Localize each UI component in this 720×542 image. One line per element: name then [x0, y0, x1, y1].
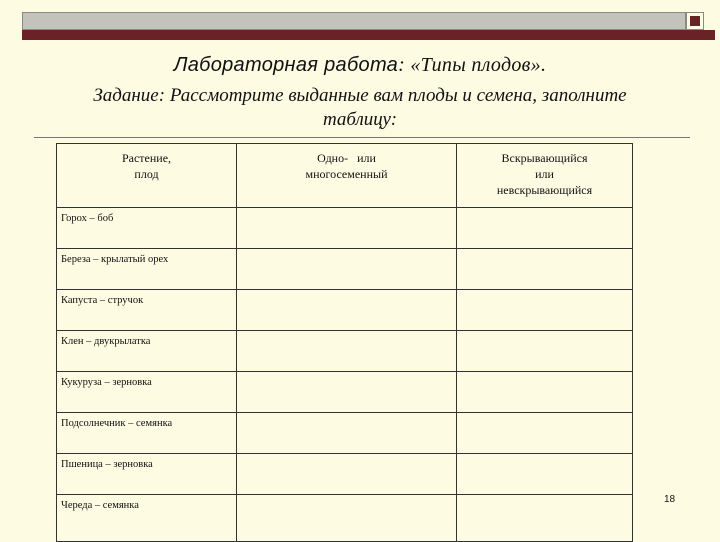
plant-cell [57, 249, 237, 290]
header-seed-count: Одно- или многосеменный [237, 144, 457, 208]
slide-title [0, 54, 720, 77]
dehiscence-cell[interactable] [457, 331, 633, 372]
plant-label: Горох – боб [61, 213, 114, 224]
plant-label: Капуста – стручок [61, 295, 144, 306]
dehiscence-cell[interactable] [457, 372, 633, 413]
slide-title-part2: : «Типы плодов». [398, 54, 547, 76]
dehiscence-cell[interactable] [457, 413, 633, 454]
plant-label: Береза – крылатый орех [61, 254, 169, 265]
page-number: 18 [664, 494, 676, 505]
header-dehiscence: Вскрывающийся или невскрывающийся [457, 144, 633, 208]
table-row [57, 331, 633, 372]
top-decorative-bar [22, 12, 686, 30]
task-instruction [60, 84, 660, 132]
plant-cell [57, 208, 237, 249]
header-plant-fruit: Растение, плод [57, 144, 237, 208]
table-row [57, 372, 633, 413]
plant-cell [57, 372, 237, 413]
fruit-types-table [56, 143, 633, 542]
corner-square-decoration [686, 12, 704, 30]
plant-label: Кукуруза – зерновка [61, 377, 152, 388]
dehiscence-cell[interactable] [457, 454, 633, 495]
table-row [57, 495, 633, 542]
table-row [57, 454, 633, 495]
seed-count-cell[interactable] [237, 208, 457, 249]
plant-cell [57, 413, 237, 454]
dehiscence-cell[interactable] [457, 208, 633, 249]
plant-cell [57, 454, 237, 495]
plant-cell [57, 331, 237, 372]
plant-label: Подсолнечник – семянка [61, 418, 173, 429]
plant-label: Пшеница – зерновка [61, 459, 153, 470]
plant-label: Череда – семянка [61, 500, 139, 511]
seed-count-cell[interactable] [237, 372, 457, 413]
dehiscence-cell[interactable] [457, 495, 633, 542]
plant-cell [57, 495, 237, 542]
slide-title-part1: Лабораторная работа [173, 54, 399, 76]
seed-count-cell[interactable] [237, 290, 457, 331]
table-row [57, 413, 633, 454]
dehiscence-cell[interactable] [457, 249, 633, 290]
dehiscence-cell[interactable] [457, 290, 633, 331]
top-decorative-stripe [22, 30, 715, 40]
table-row [57, 249, 633, 290]
plant-label: Клен – двукрылатка [61, 336, 151, 347]
seed-count-cell[interactable] [237, 331, 457, 372]
task-line-1: Задание: Рассмотрите выданные вам плоды и семена, заполните [93, 85, 627, 106]
table-row [57, 290, 633, 331]
seed-count-cell[interactable] [237, 249, 457, 290]
table-row [57, 208, 633, 249]
seed-count-cell[interactable] [237, 454, 457, 495]
divider-line [34, 137, 690, 138]
task-line-2: таблицу: [322, 109, 398, 130]
plant-cell [57, 290, 237, 331]
seed-count-cell[interactable] [237, 413, 457, 454]
table-header-row [57, 144, 633, 208]
seed-count-cell[interactable] [237, 495, 457, 542]
